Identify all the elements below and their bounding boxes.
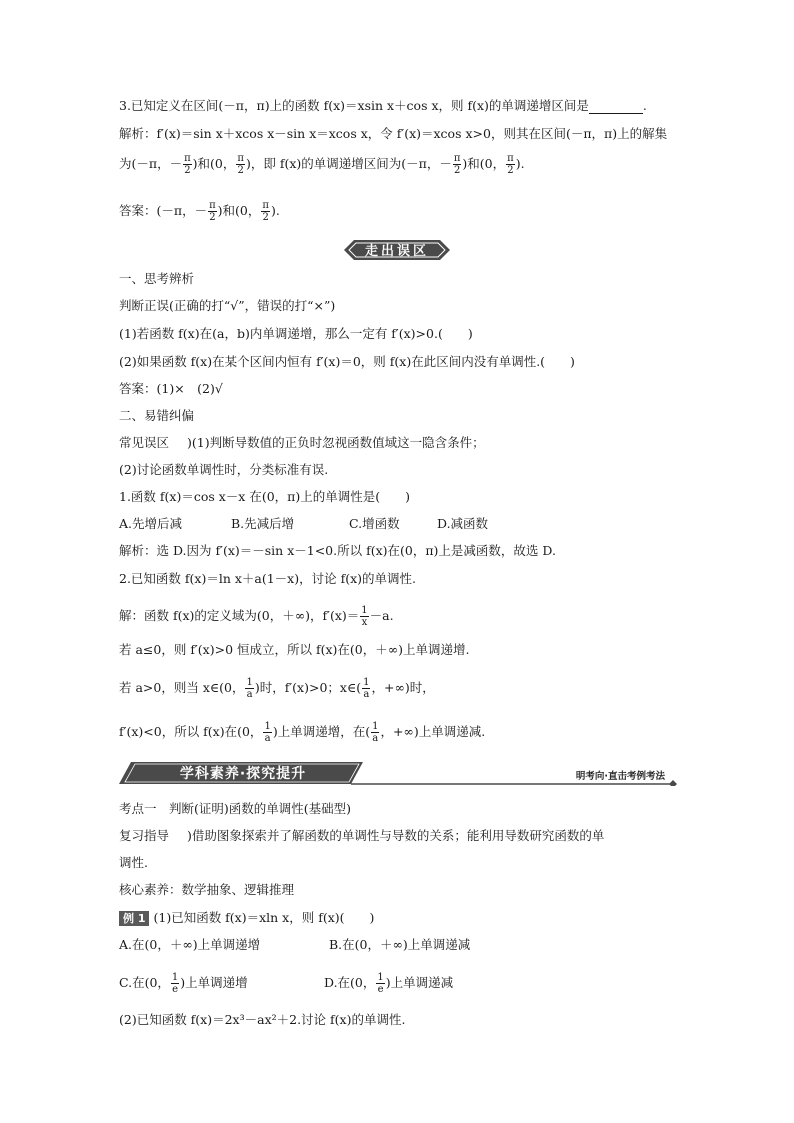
option-c: C.在(0， $\frac{1}{e}$ )上单调递增 [119, 972, 248, 995]
section2-line2: (2)讨论函数单调性时，分类标准有误. [119, 462, 329, 477]
section2-line1: 常见误区 )(1)判断导数值的正负时忽视函数值域这一隐含条件； [119, 435, 485, 450]
option-b: B.在(0，＋∞)上单调递减 [329, 937, 471, 952]
option-d: D.减函数 [437, 516, 489, 531]
q3-answer: 答案：(－π，－ $\frac{\pi}{2}$ )和(0， $\frac{\pi}{2}$ ). [119, 200, 280, 223]
option-a: A.在(0，＋∞)上单调递增 [119, 937, 261, 952]
section1-item2: (2)如果函数 f(x)在某个区间内恒有 f′(x)＝0，则 f(x)在此区间内没有单调性.( ) [119, 354, 575, 369]
example1: 例 1 (1)已知函数 f(x)＝xln x，则 f(x)( ) [119, 910, 374, 926]
section1-intro: 判断正误(正确的打“√”，错误的打“×”) [119, 298, 336, 313]
option-c: C.增函数 [349, 516, 400, 531]
example-label: 例 1 [119, 911, 149, 926]
problem2: 2.已知函数 f(x)＝ln x＋a(1－x)，讨论 f(x)的单调性. [119, 571, 416, 586]
problem2-sol2: 若 a≤0，则 f′(x)>0 恒成立，所以 f(x)在(0，＋∞)上单调递增. [119, 642, 470, 657]
section1-answer: 答案：(1)× (2)√ [119, 381, 223, 396]
core-literacy: 核心素养：数学抽象、逻辑推理 [119, 882, 295, 897]
problem2-sol4: f′(x)<0，所以 f(x)在(0， $\frac{1}{a}$ )上单调递增，在( $\frac{1}{a}$ ，+∞)上单调递减. [119, 721, 486, 744]
review-guide: 复习指导 )借助图象探索并了解函数的单调性与导数的关系；能利用导数研究函数的单 [119, 828, 605, 843]
problem1: 1.函数 f(x)＝cos x－x 在(0，π)上的单调性是( ) [119, 489, 410, 504]
problem1-solution: 解析：选 D.因为 f′(x)＝－sin x－1<0.所以 f(x)在(0，π)上是减函数，故选 D. [119, 543, 556, 558]
section2-heading: 二、易错纠偏 [119, 408, 195, 423]
option-b: B.先减后增 [231, 516, 295, 531]
q3-question: 3.已知定义在区间(－π，π)上的函数 f(x)＝xsin x＋cos x，则 f(x)的单调递增区间是 . [119, 98, 647, 113]
example1-options-ab [119, 937, 470, 953]
problem1-options [119, 516, 488, 532]
banner-literacy-label: 学科素养·探究提升 [179, 766, 307, 782]
banner-literacy [119, 760, 679, 786]
problem2-sol3: 若 a>0，则当 x∈(0， $\frac{1}{a}$ )时，f′(x)>0；x∈( $\frac{1}{a}$ ，+∞)时， [119, 677, 435, 700]
topic-heading: 考点一 判断(证明)函数的单调性(基础型) [119, 801, 352, 816]
example1-part2: (2)已知函数 f(x)＝2x³－ax²＋2.讨论 f(x)的单调性. [119, 1012, 406, 1027]
section1-heading: 一、思考辨析 [119, 271, 195, 286]
section1-item1: (1)若函数 f(x)在(a，b)内单调递增，那么一定有 f′(x)>0.( ) [119, 326, 473, 341]
banner-literacy-right: 明考向·直击考例考法 [575, 771, 665, 782]
q3-solution-line1: 解析：f′(x)＝sin x＋xcos x－sin x＝xcos x，令 f′(x)＝xcos x>0，则其在区间(－π，π)上的解集 [119, 126, 668, 141]
review-guide-cont: 调性. [119, 855, 148, 870]
problem2-sol1: 解：函数 f(x)的定义域为(0，＋∞)，f′(x)＝ $\frac{1}{x}$ －a. [119, 605, 394, 628]
banner-mistakes-label: 走出误区 [364, 244, 430, 259]
option-d: D.在(0， $\frac{1}{e}$ )上单调递减 [324, 972, 454, 995]
option-a: A.先增后减 [119, 516, 183, 531]
q3-solution-line2: 为(－π，－ $\frac{\pi}{2}$ )和(0， $\frac{\pi}{2}$ )，即 f(x)的单调递增区间为(－π，－ $\frac{\pi}{2}$ )和(0， $\frac{\pi}{2}$ ). [119, 153, 525, 176]
banner-mistakes-shape [344, 238, 450, 262]
banner-mistakes [344, 238, 450, 262]
example1-options-cd [119, 972, 453, 995]
answer-blank [589, 101, 643, 114]
